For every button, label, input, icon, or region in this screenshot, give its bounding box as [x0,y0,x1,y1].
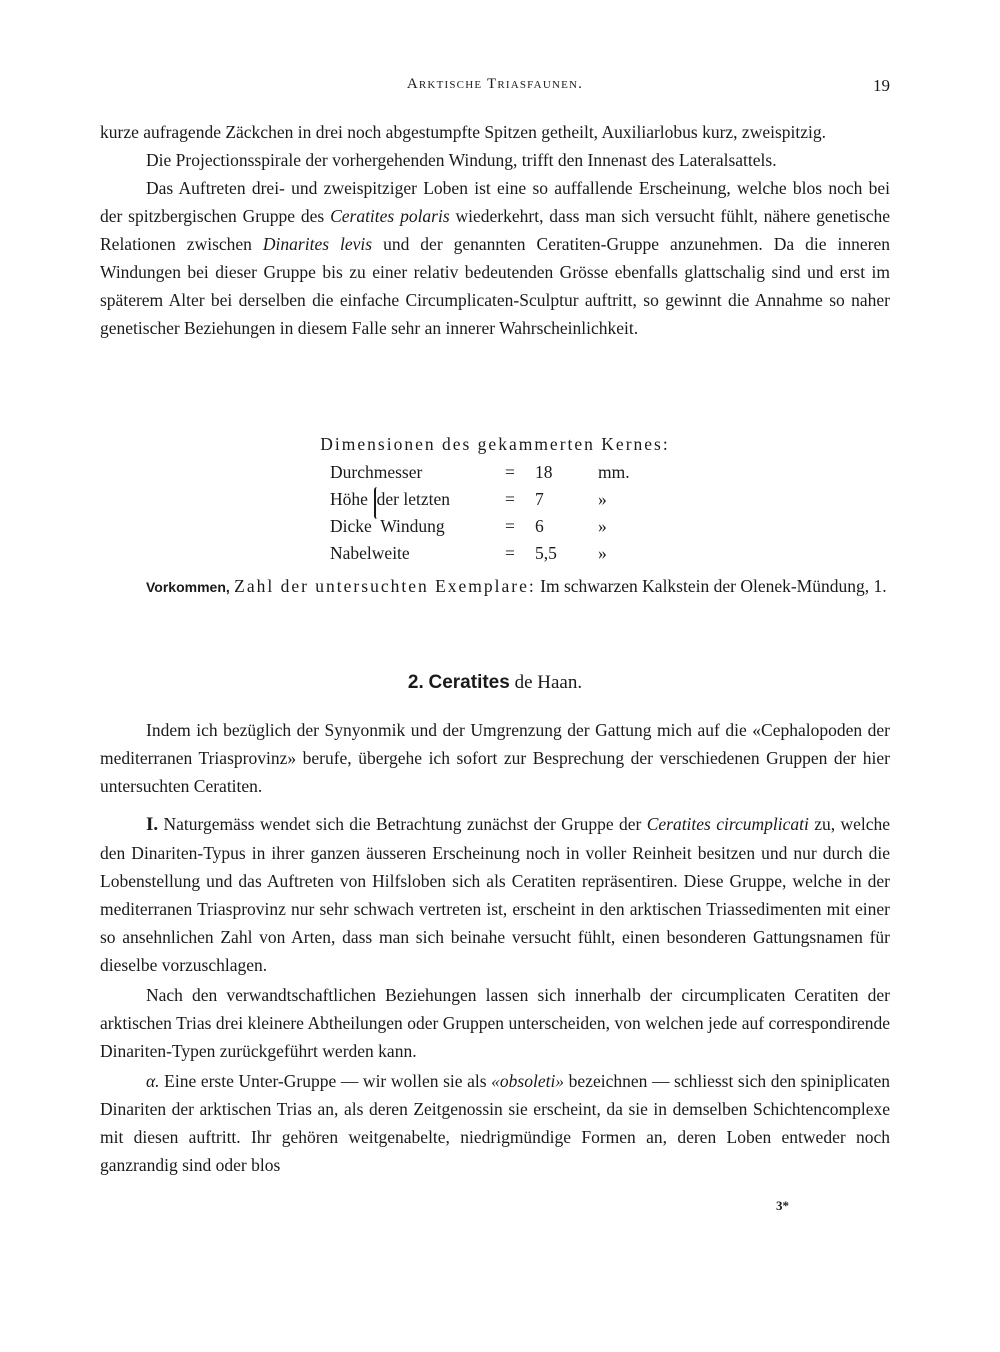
paragraph: Indem ich bezüglich der Synyonmik und der Umgrenzung der Gattung mich auf die «Cephalopoden der mediterranen Triasprovinz» berufe, übergehe ich sofort zur Besprechung der verschiedenen Gruppen der hier untersuchten Ceratiten. [100,720,890,796]
dimension-unit: » [598,543,607,563]
species-name: Dinarites levis [262,234,373,254]
brace-mark [374,487,380,519]
section-genus: Ceratites [428,672,510,693]
dimension-unit: » [598,516,607,536]
text-run: Eine erste Unter-Gruppe — wir wollen sie als [159,1071,492,1091]
dimension-label: Durchmesser [330,462,423,482]
dimension-label: Dicke Windung [330,516,445,536]
text-run: und der genannten Ceratiten-Gruppe anzunehmen. Da die inneren Windungen bei dieser Gruppe bis zu einer relativ bedeutenden Grösse ebenfalls glattschalig sind und erst im späterem Alter bei derselben die einfache Circumplicaten-Sculptur auftritt, so gewinnt die Annahme so naher genetischer Beziehungen in diesem Falle sehr an innerer Wahrscheinlichkeit. [100,234,890,338]
section-title [100,672,890,694]
paragraph: Die Projectionsspirale der vorhergehenden Windung, trifft den Innenast des Lateralsattels. [146,150,777,170]
subgroup-letter: α. [146,1071,160,1091]
dimensions-table [330,462,650,570]
paragraph [100,174,890,342]
dimension-row [330,462,650,489]
dimension-value: 6 [535,516,544,536]
dimension-equals: = [505,462,515,482]
dimension-unit: mm. [598,462,630,482]
species-name: Ceratites polaris [330,206,450,226]
dimension-row [330,543,650,570]
text-run: zu, welche den Dinariten-Typus in ihrer ganzen äusseren Erscheinung noch in voller Reinheit besitzen und nur durch die Lobenstellung und das Auftreten von Hilfsloben sich als Ceratiten repräsentiren. Diese Gruppe, welche in der mediterranen Triasprovinz nur sehr schwach vertreten ist, erscheint in den arktischen Triassedimenten mit einer so ansehnlichen Zahl von Arten, dass man sich beinahe versucht fühlt, einen besonderen Gattungsnamen für dieselbe vorzuschlagen. [100,814,890,975]
dimension-value: 7 [535,489,544,509]
paragraph [100,572,890,601]
dimension-equals: = [505,543,515,563]
dimension-equals: = [505,516,515,536]
signature-mark: 3* [776,1198,789,1213]
species-name: Ceratites circumplicati [646,814,809,834]
occurrence-rest: Im schwarzen Kalkstein der Olenek-Mündung, 1. [535,576,887,596]
paragraph: Nach den verwandtschaftlichen Beziehungen lassen sich innerhalb der circumplicaten Ceratiten der arktischen Trias drei kleinere Abtheilungen oder Gruppen unterscheiden, von welchen jede auf correspondirende Dinariten-Typen zurückgeführt werden kann. [100,985,890,1061]
page-header [100,76,890,100]
paragraph [100,1067,890,1179]
dimension-label: Höhe der letzten [330,489,451,509]
paragraph [100,810,890,979]
main-text-block [100,716,890,1179]
group-numeral: I. [146,814,159,835]
text-run: Naturgemäss wendet sich die Betrachtung zunächst der Gruppe der [158,814,647,834]
dimension-equals: = [505,489,515,509]
text-run: bezeichnen — schliesst sich den spiniplicaten Dinariten der arktischen Trias an, als deren Zeitgenossin sie erscheint, da sie in demselben Schichtencomplexe mit diesen auftritt. Ihr gehören weitgenabelte, niedrigmündige Formen an, deren Loben entweder noch ganzrandig sind oder blos [100,1071,890,1175]
dimension-value: 5,5 [535,543,557,563]
dimension-unit: » [598,489,607,509]
text-run: Das Auftreten drei- und zweispitziger Loben ist eine so auffallende Erscheinung, welche blos noch bei der spitzbergischen Gruppe des [100,178,890,226]
occurrence-paragraph [100,572,890,601]
group-name: «obsoleti» [491,1071,565,1091]
top-text-block [100,118,890,342]
section-number: 2. [407,672,424,693]
occurrence-lead: Vorkommen, [146,579,230,595]
dimension-row [330,516,650,543]
paragraph: kurze aufragende Zäckchen in drei noch abgestumpfte Spitzen getheilt, Auxiliarlobus kurz, zweispitzig. [100,122,827,142]
text-run: wiederkehrt, dass man sich versucht fühlt, nähere genetische Relationen zwischen [100,206,890,254]
page-number: 19 [873,76,890,95]
dimensions-heading: Dimensionen des gekammerten Kernes: [320,434,670,454]
occurrence-spaced: Zahl der untersuchten Exemplare: [234,576,536,596]
dimension-value: 18 [535,462,553,482]
section-author: de Haan. [514,672,583,693]
document-page [100,0,890,1352]
dimension-label: Nabelweite [330,543,410,563]
running-title: Arktische Triasfaunen. [406,76,584,92]
